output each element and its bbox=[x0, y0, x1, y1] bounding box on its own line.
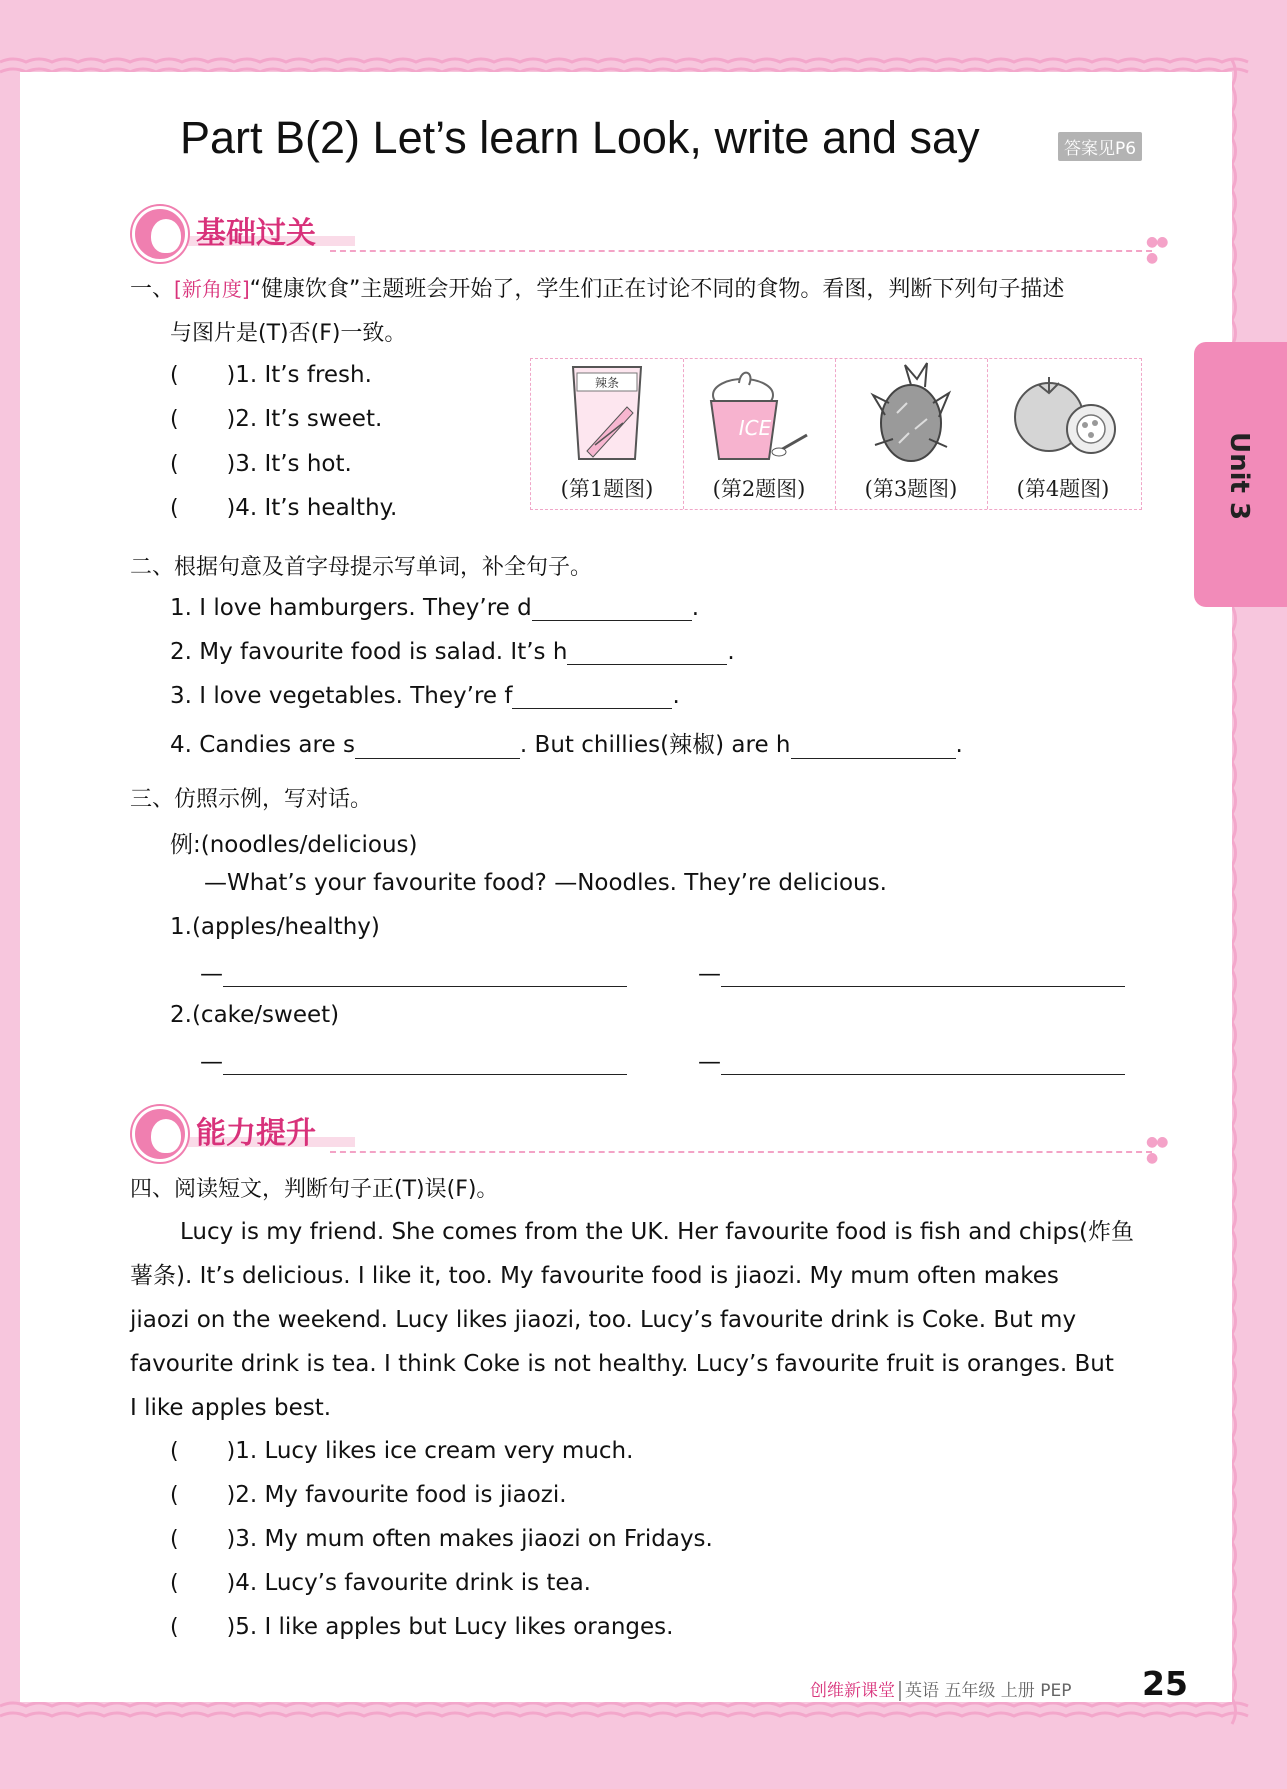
q1-number: 一、 bbox=[130, 277, 175, 302]
hint-letter: s bbox=[342, 732, 355, 758]
q2-item: 3. I love vegetables. They’re f . bbox=[170, 683, 680, 709]
answer-blank[interactable] bbox=[721, 1048, 1125, 1075]
q3-instruction: 三、仿照示例，写对话。 bbox=[130, 787, 373, 812]
q2-item: 1. I love hamburgers. They’re d . bbox=[170, 595, 700, 621]
image-caption: (第3题图) bbox=[864, 477, 958, 501]
dialog-line: — bbox=[200, 1048, 627, 1075]
spicy-strips-icon bbox=[531, 359, 683, 471]
q4-item: ( )4. Lucy’s favourite drink is tea. bbox=[170, 1570, 591, 1596]
footer-brand: 创维新课堂 bbox=[810, 1681, 895, 1701]
mascot-icon bbox=[132, 1106, 188, 1162]
passage-line: jiaozi on the weekend. Lucy likes jiaozi, too. Lucy’s favourite drink is Coke. But my bbox=[130, 1307, 1077, 1333]
answer-blank[interactable] bbox=[791, 732, 956, 759]
unit-side-tab bbox=[1194, 342, 1287, 607]
hint-letter: h bbox=[775, 732, 791, 758]
hint-letter: h bbox=[552, 639, 568, 665]
tomato-icon bbox=[987, 359, 1139, 471]
answer-blank[interactable] bbox=[567, 638, 727, 665]
q2-item: 2. My favourite food is salad. It’s h . bbox=[170, 639, 735, 665]
section-divider bbox=[330, 250, 1152, 252]
unit-label: Unit 3 bbox=[1224, 432, 1254, 521]
footer bbox=[810, 1676, 1071, 1701]
answer-blank[interactable] bbox=[721, 960, 1125, 987]
footer-info: 英语 五年级 上册 PEP bbox=[899, 1681, 1071, 1701]
answer-blank[interactable] bbox=[532, 594, 692, 621]
section-divider bbox=[330, 1151, 1152, 1153]
q4-item: ( )2. My favourite food is jiaozi. bbox=[170, 1482, 567, 1508]
image-caption: (第2题图) bbox=[712, 477, 806, 501]
answer-blank[interactable] bbox=[223, 1048, 627, 1075]
passage-line: 薯条). It’s delicious. I like it, too. My favourite food is jiaozi. My mum often makes bbox=[130, 1263, 1059, 1289]
hint-letter: f bbox=[504, 683, 513, 709]
hint-letter: d bbox=[517, 595, 532, 621]
dialog-line: — bbox=[698, 1048, 1125, 1075]
dialog-line: — bbox=[200, 960, 627, 987]
q1-image-grid bbox=[530, 358, 1142, 510]
ice-cream-icon bbox=[683, 359, 835, 471]
answer-ref-badge: 答案见P6 bbox=[1058, 132, 1142, 161]
dragon-fruit-icon bbox=[835, 359, 987, 471]
q1-item: ( )2. It’s sweet. bbox=[170, 406, 383, 432]
answer-blank[interactable] bbox=[223, 960, 627, 987]
q1-instruction-line2: 与图片是(T)否(F)一致。 bbox=[170, 321, 407, 346]
svg-text:辣条: 辣条 bbox=[594, 376, 620, 390]
q1-item: ( )3. It’s hot. bbox=[170, 451, 352, 477]
q1-item: ( )4. It’s healthy. bbox=[170, 495, 398, 521]
q2-item: 4. Candies are s . But chillies(辣椒) are h . bbox=[170, 732, 963, 758]
image-cell bbox=[531, 359, 684, 509]
dots-icon: ●● ● bbox=[1146, 1134, 1167, 1166]
page-number: 25 bbox=[1142, 1664, 1188, 1703]
q2-instruction: 二、根据句意及首字母提示写单词，补全句子。 bbox=[130, 555, 593, 580]
svg-text:ICE: ICE bbox=[738, 416, 772, 440]
q4-passage bbox=[130, 1210, 1170, 1430]
image-caption: (第1题图) bbox=[560, 477, 654, 501]
q4-instruction: 四、阅读短文，判断句子正(T)误(F)。 bbox=[130, 1177, 499, 1202]
q4-item: ( )1. Lucy likes ice cream very much. bbox=[170, 1438, 634, 1464]
q1-tag: [新角度] bbox=[174, 277, 250, 301]
answer-blank[interactable] bbox=[512, 682, 672, 709]
image-cell bbox=[987, 359, 1139, 509]
q4-item: ( )5. I like apples but Lucy likes oranges. bbox=[170, 1614, 674, 1640]
page-title: Part B(2) Let’s learn Look, write and say bbox=[180, 112, 980, 163]
q3-item-prompt: 2.(cake/sweet) bbox=[170, 1002, 340, 1028]
section-heading-basic: 基础过关 bbox=[196, 216, 316, 251]
q1-instruction-line1: “健康饮食”主题班会开始了，学生们正在讨论不同的食物。看图，判断下列句子描述 bbox=[249, 277, 1065, 302]
passage-line: favourite drink is tea. I think Coke is not healthy. Lucy’s favourite fruit is oranges. But bbox=[130, 1351, 1114, 1377]
q4-item: ( )3. My mum often makes jiaozi on Fridays. bbox=[170, 1526, 713, 1552]
dots-icon: ●● ● bbox=[1146, 234, 1167, 266]
passage-line: Lucy is my friend. She comes from the UK. Her favourite food is fish and chips(炸鱼 bbox=[180, 1219, 1135, 1245]
answer-blank[interactable] bbox=[355, 732, 520, 759]
q1-item: ( )1. It’s fresh. bbox=[170, 362, 372, 388]
mascot-icon bbox=[132, 206, 188, 262]
q3-example-dialog: —What’s your favourite food? —Noodles. They’re delicious. bbox=[204, 870, 887, 896]
dialog-line: — bbox=[698, 960, 1125, 987]
section-heading-advanced: 能力提升 bbox=[196, 1116, 316, 1151]
image-cell bbox=[835, 359, 988, 509]
image-caption: (第4题图) bbox=[1016, 477, 1110, 501]
image-cell bbox=[683, 359, 836, 509]
q3-example-label: 例:(noodles/delicious) bbox=[170, 832, 418, 858]
q3-item-prompt: 1.(apples/healthy) bbox=[170, 914, 380, 940]
passage-line: I like apples best. bbox=[130, 1395, 332, 1421]
q1-instruction bbox=[130, 272, 1064, 303]
